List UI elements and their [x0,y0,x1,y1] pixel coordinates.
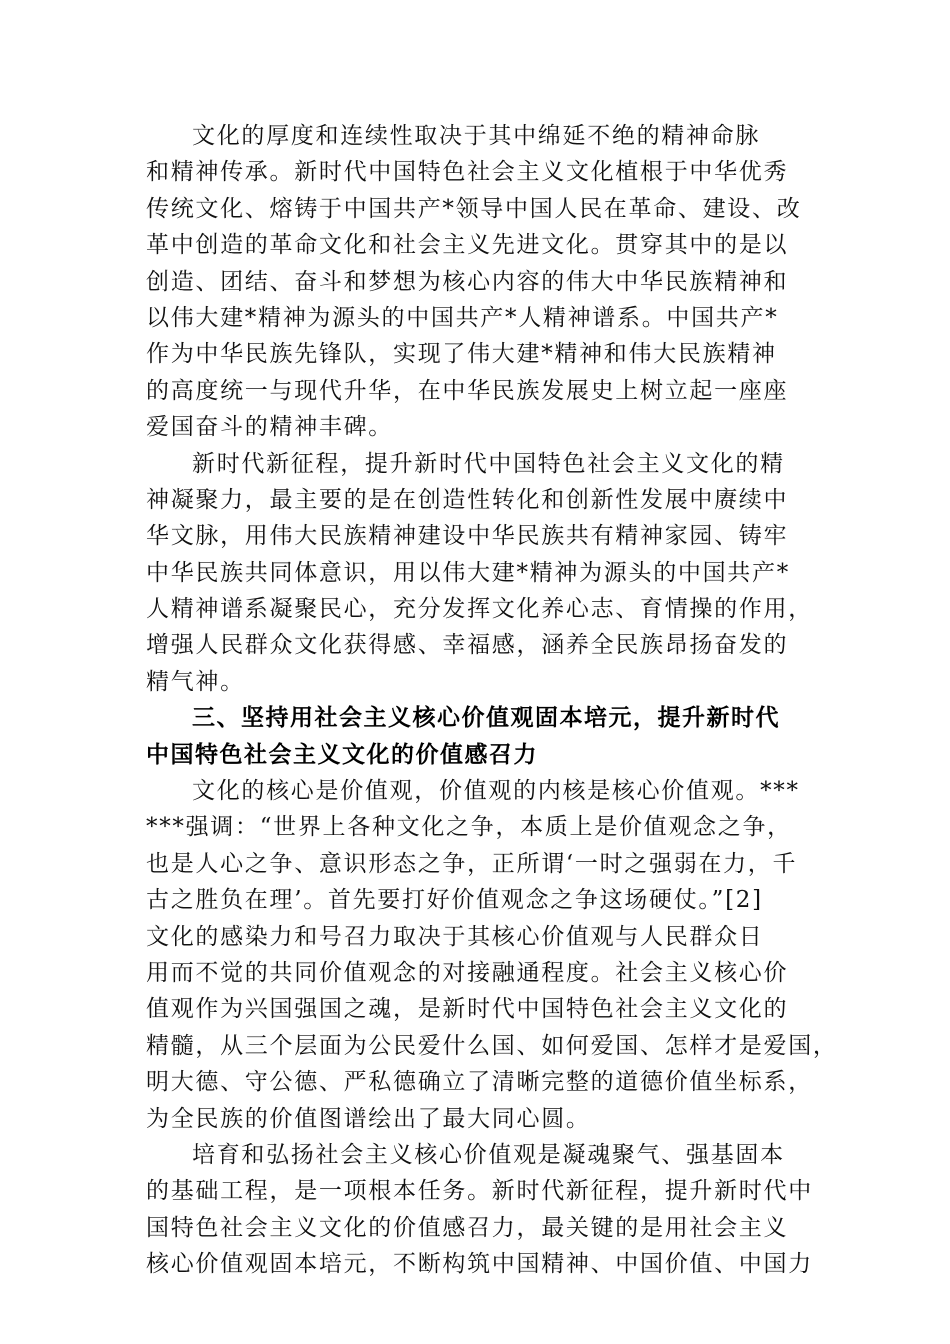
text-line: 神凝聚力，最主要的是在创造性转化和创新性发展中赓续中 [146,486,789,513]
paragraph-1 [146,118,806,446]
text-line: 也是人心之争、意识形态之争，正所谓‘一时之强弱在力，千 [146,850,798,877]
text-line: 革中创造的革命文化和社会主义先进文化。贯穿其中的是以 [146,232,789,259]
text-line: 人精神谱系凝聚民心，充分发挥文化养心志、育情操的作用， [146,596,813,623]
text-line: 核心价值观固本培元，不断构筑中国精神、中国价值、中国力 [146,1251,813,1278]
text-line: 古之胜负在理’。首先要打好价值观念之争这场硬仗。”[2] [146,887,763,914]
text-line: 培育和弘扬社会主义核心价值观是凝魂聚气、强基固本 [192,1141,785,1168]
text-line: 中华民族共同体意识，用以伟大建*精神为源头的中国共产* [146,559,790,586]
paragraph-3 [146,773,838,1137]
text-line: 用而不觉的共同价值观念的对接融通程度。社会主义核心价 [146,959,789,986]
text-line: 和精神传承。新时代中国特色社会主义文化植根于中华优秀 [146,159,789,186]
text-line: 为全民族的价值图谱绘出了最大同心圆。 [146,1105,591,1132]
heading-line: 三、坚持用社会主义核心价值观固本培元，提升新时代 [192,705,780,732]
text-line: 新时代新征程，提升新时代中国特色社会主义文化的精 [192,450,785,477]
text-line: 增强人民群众文化获得感、幸福感，涵养全民族昂扬奋发的 [146,632,789,659]
heading-line: 中国特色社会主义文化的价值感召力 [146,741,538,768]
text-line: 精髓，从三个层面为公民爱什么国、如何爱国、怎样才是爱国， [146,1032,838,1059]
text-line: 文化的厚度和连续性取决于其中绵延不绝的精神命脉 [192,123,761,149]
text-line: 国特色社会主义文化的价值感召力，最关键的是用社会主义 [146,1214,789,1241]
text-line: 文化的感染力和号召力取决于其核心价值观与人民群众日 [146,923,764,950]
text-line: 文化的核心是价值观，价值观的内核是核心价值观。*** [192,778,800,805]
text-line: 值观作为兴国强国之魂，是新时代中国特色社会主义文化的 [146,996,789,1023]
text-line: 爱国奋斗的精神丰碑。 [146,414,393,441]
text-line: 作为中华民族先锋队，实现了伟大建*精神和伟大民族精神 [146,341,777,368]
document-page [146,118,838,1283]
text-line: 传统文化、熔铸于中国共产*领导中国人民在革命、建设、改 [146,195,802,222]
paragraph-4 [146,1137,813,1283]
text-line: 创造、团结、奋斗和梦想为核心内容的伟大中华民族精神和 [146,268,789,295]
section-heading [146,700,806,773]
text-line: 明大德、守公德、严私德确立了清晰完整的道德价值坐标系， [146,1069,813,1096]
text-line: 精气神。 [146,668,245,695]
text-line: 以伟大建*精神为源头的中国共产*人精神谱系。中国共产* [146,304,779,331]
text-line: 的基础工程，是一项根本任务。新时代新征程，提升新时代中 [146,1178,813,1205]
text-line: ***强调：“世界上各种文化之争，本质上是价值观念之争， [146,814,792,841]
paragraph-2 [146,446,813,701]
text-line: 华文脉，用伟大民族精神建设中华民族共有精神家园、铸牢 [146,523,789,550]
text-line: 的高度统一与现代升华，在中华民族发展史上树立起一座座 [146,377,789,404]
